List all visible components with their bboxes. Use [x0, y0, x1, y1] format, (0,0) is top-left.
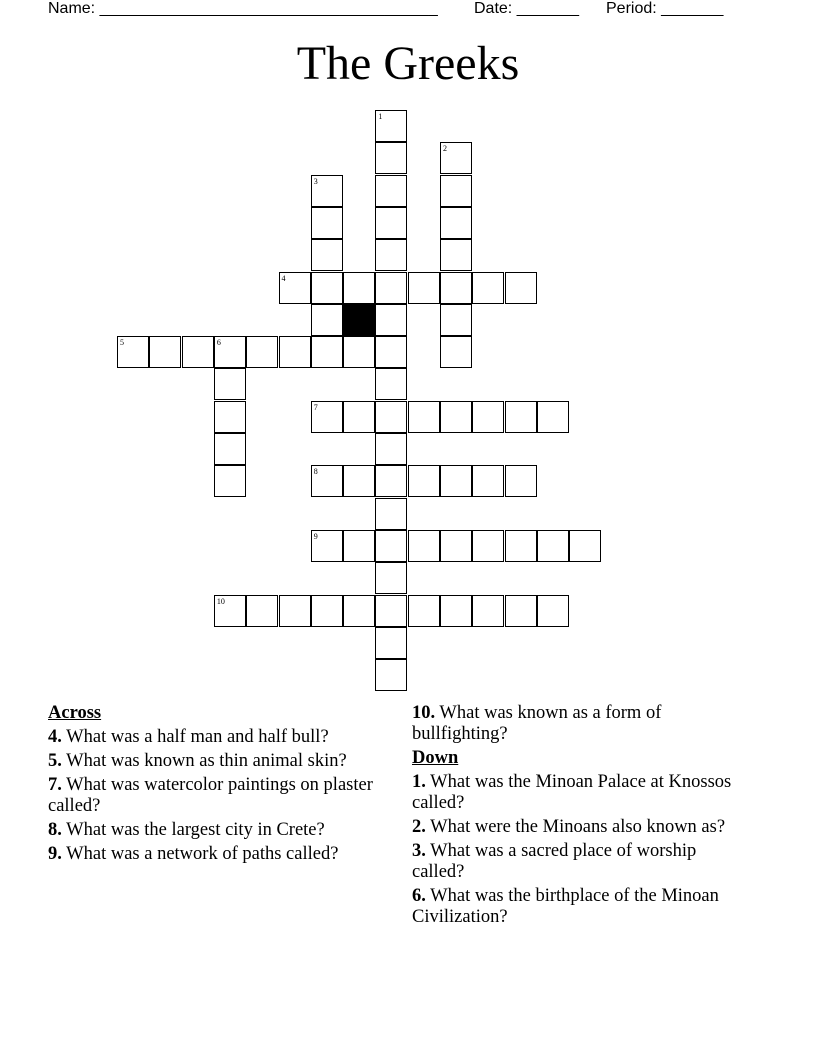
page-title: The Greeks: [296, 37, 520, 90]
grid-cell[interactable]: [472, 465, 504, 497]
name-field-label: Name: ______________________________________: [48, 0, 438, 17]
clue-number: 10.: [412, 703, 436, 723]
grid-cell[interactable]: [408, 595, 440, 627]
grid-cell[interactable]: [440, 336, 472, 368]
clue-text: What was known as a form of bullfighting?: [412, 703, 662, 744]
grid-cell[interactable]: [149, 336, 181, 368]
grid-cell[interactable]: [214, 433, 246, 465]
grid-cell[interactable]: [440, 304, 472, 336]
grid-cell[interactable]: [375, 336, 407, 368]
grid-cell[interactable]: [279, 595, 311, 627]
grid-cell[interactable]: [343, 401, 375, 433]
clue-across-4: [48, 727, 388, 748]
grid-cell[interactable]: [375, 175, 407, 207]
grid-cell[interactable]: [375, 110, 407, 142]
clue-number-label: 5: [120, 338, 124, 348]
grid-cell[interactable]: [375, 239, 407, 271]
grid-cell[interactable]: [311, 304, 343, 336]
grid-cell[interactable]: [375, 142, 407, 174]
grid-cell[interactable]: [343, 272, 375, 304]
clue-text: What was a network of paths called?: [61, 844, 339, 864]
grid-cell[interactable]: [440, 207, 472, 239]
clue-across-8: [48, 820, 388, 841]
clue-number-label: 1: [378, 112, 383, 121]
clue-across-7: [48, 775, 388, 817]
grid-cell[interactable]: [214, 465, 246, 497]
grid-cell[interactable]: [279, 272, 311, 304]
grid-cell[interactable]: [214, 336, 246, 368]
grid-cell[interactable]: [440, 401, 472, 433]
clue-text: What was the birthplace of the Minoan Civilization?: [412, 886, 719, 927]
clue-number: 5.: [48, 751, 62, 771]
grid-cell[interactable]: [375, 401, 407, 433]
clue-number-label: 9: [313, 531, 318, 541]
clue-number-label: 7: [313, 402, 318, 412]
grid-cell[interactable]: [343, 465, 375, 497]
grid-cell[interactable]: [311, 595, 343, 627]
clues-column-right: [412, 703, 742, 931]
clue-text: What was watercolor paintings on plaster called?: [48, 775, 373, 816]
grid-cell[interactable]: [472, 401, 504, 433]
grid-cell[interactable]: [440, 530, 472, 562]
clue-number-label: 8: [313, 467, 318, 477]
worksheet-header: [48, 0, 748, 20]
clue-number: 3.: [412, 841, 426, 861]
clue-number-label: 10: [216, 596, 225, 606]
grid-cell[interactable]: [375, 272, 407, 304]
grid-cell[interactable]: [246, 595, 278, 627]
grid-cell[interactable]: [311, 465, 343, 497]
grid-cell[interactable]: [375, 465, 407, 497]
clue-number: 2.: [412, 817, 426, 837]
grid-cell[interactable]: [440, 595, 472, 627]
grid-cell[interactable]: [375, 433, 407, 465]
clue-down-6: [412, 886, 742, 928]
grid-cell[interactable]: [440, 239, 472, 271]
grid-cell[interactable]: [343, 595, 375, 627]
grid-cell[interactable]: [311, 336, 343, 368]
clue-text: What was the Minoan Palace at Knossos called?: [412, 772, 732, 813]
grid-cell[interactable]: [375, 498, 407, 530]
clue-across-10: [412, 703, 742, 745]
grid-cell[interactable]: [375, 530, 407, 562]
clue-number: 4.: [48, 727, 62, 747]
grid-cell[interactable]: [375, 595, 407, 627]
grid-cell[interactable]: [505, 272, 537, 304]
grid-cell[interactable]: [375, 368, 407, 400]
grid-cell[interactable]: [408, 272, 440, 304]
clue-number: 9.: [48, 844, 62, 864]
clue-number-label: 3: [313, 176, 318, 186]
grid-cell[interactable]: [440, 465, 472, 497]
grid-cell[interactable]: [375, 659, 407, 691]
clue-text: What were the Minoans also known as?: [425, 817, 726, 837]
black-square: [343, 304, 375, 336]
clue-down-3: [412, 841, 742, 883]
down-heading: Down: [412, 748, 459, 768]
grid-cell[interactable]: [375, 304, 407, 336]
grid-cell[interactable]: [343, 336, 375, 368]
grid-cell[interactable]: [440, 175, 472, 207]
clue-down-1: [412, 772, 742, 814]
clue-number: 6.: [412, 886, 426, 906]
grid-cell[interactable]: [311, 530, 343, 562]
period-field-label: Period: _______: [606, 0, 724, 17]
clue-text: What was the largest city in Crete?: [61, 820, 325, 840]
grid-cell[interactable]: [311, 272, 343, 304]
grid-cell[interactable]: [505, 530, 537, 562]
grid-cell[interactable]: [505, 595, 537, 627]
grid-cell[interactable]: [375, 562, 407, 594]
grid-cell[interactable]: [214, 401, 246, 433]
grid-cell[interactable]: [343, 530, 375, 562]
grid-cell[interactable]: [472, 272, 504, 304]
clue-number-label: 6: [216, 338, 221, 348]
grid-cell[interactable]: [505, 465, 537, 497]
clue-number: 7.: [48, 775, 62, 795]
clue-number: 8.: [48, 820, 62, 840]
grid-cell[interactable]: [311, 401, 343, 433]
grid-cell[interactable]: [246, 336, 278, 368]
clue-number-label: 2: [443, 144, 447, 154]
across-heading: Across: [48, 703, 102, 723]
clue-text: What was a half man and half bull?: [61, 727, 329, 747]
grid-cell[interactable]: [440, 142, 472, 174]
grid-cell[interactable]: [505, 401, 537, 433]
clue-number-label: 4: [281, 273, 286, 283]
grid-cell[interactable]: [537, 530, 569, 562]
grid-cell[interactable]: [375, 627, 407, 659]
clue-text: What was a sacred place of worship called?: [412, 841, 697, 882]
grid-cell[interactable]: [569, 530, 601, 562]
clue-across-5: [48, 751, 388, 772]
clues-column-left: [48, 703, 388, 868]
clue-text: What was known as thin animal skin?: [61, 751, 347, 771]
grid-cell[interactable]: [537, 595, 569, 627]
grid-cell[interactable]: [408, 465, 440, 497]
grid-cell[interactable]: [311, 175, 343, 207]
clue-down-2: [412, 817, 742, 838]
grid-cell[interactable]: [472, 530, 504, 562]
grid-cell[interactable]: [279, 336, 311, 368]
grid-cell[interactable]: [182, 336, 214, 368]
grid-cell[interactable]: [537, 401, 569, 433]
clue-across-9: [48, 844, 388, 865]
grid-cell[interactable]: [408, 530, 440, 562]
grid-cell[interactable]: [214, 595, 246, 627]
clue-number: 1.: [412, 772, 426, 792]
grid-cell[interactable]: [214, 368, 246, 400]
grid-cell[interactable]: [472, 595, 504, 627]
grid-cell[interactable]: [440, 272, 472, 304]
grid-cell[interactable]: [311, 239, 343, 271]
date-field-label: Date: _______: [474, 0, 579, 17]
grid-cell[interactable]: [408, 401, 440, 433]
grid-cell[interactable]: [311, 207, 343, 239]
grid-cell[interactable]: [117, 336, 149, 368]
grid-cell[interactable]: [375, 207, 407, 239]
